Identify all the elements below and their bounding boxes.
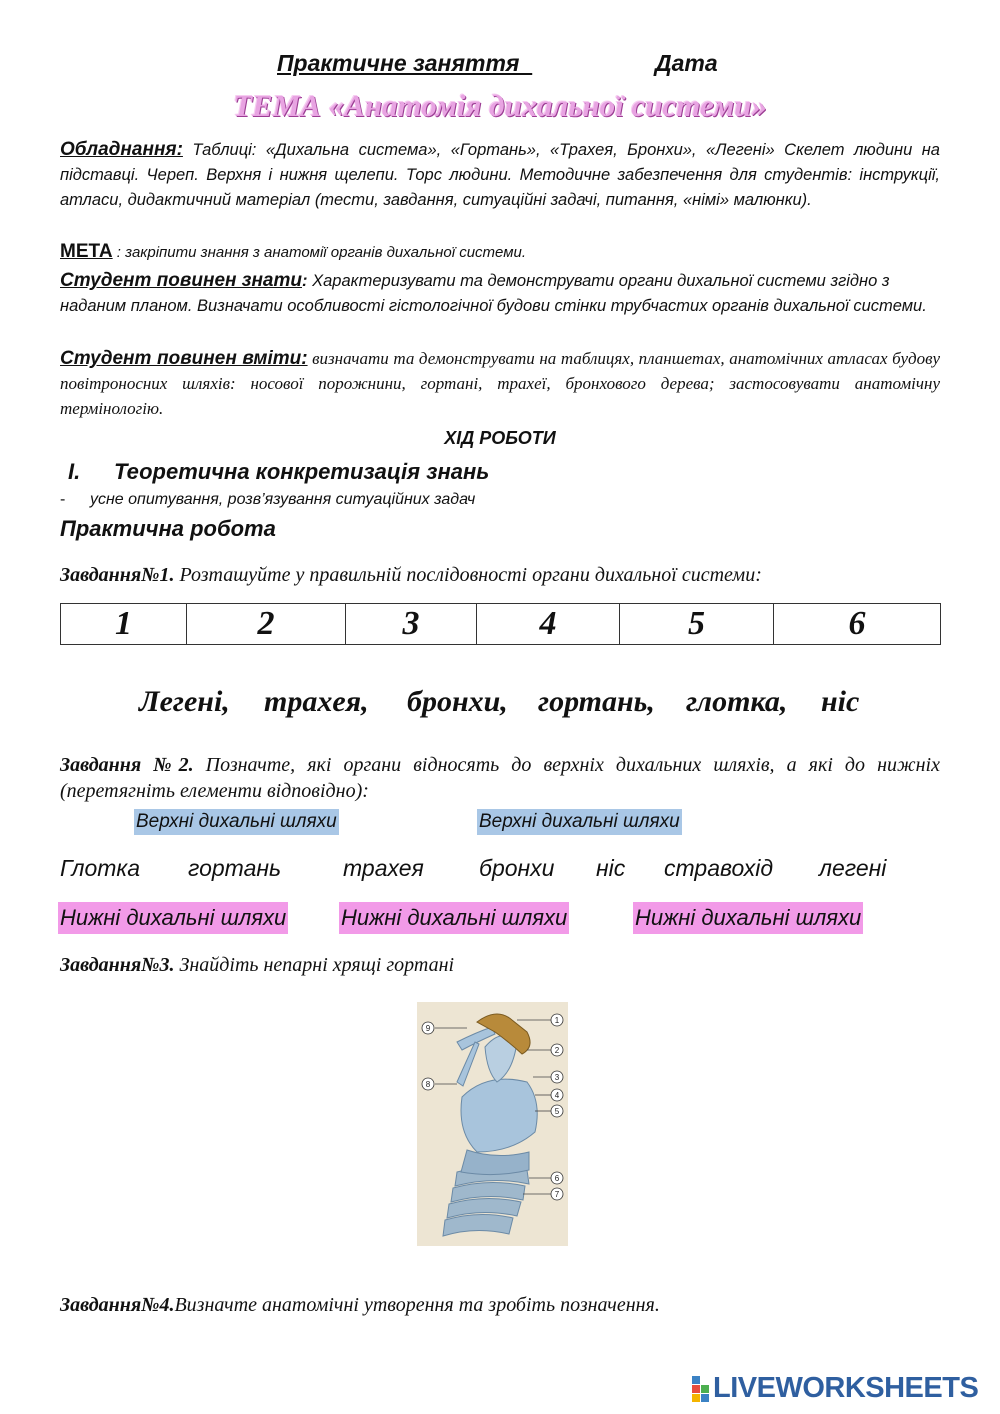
organ-word[interactable]: Легені, xyxy=(139,685,230,718)
equipment-label: Обладнання: xyxy=(60,139,183,160)
drag-word[interactable]: легені xyxy=(819,855,887,881)
larynx-label: 2 xyxy=(554,1046,560,1055)
upper-airways-box[interactable]: Верхні дихальні шляхи xyxy=(134,809,339,835)
lower-airways-box[interactable]: Нижні дихальні шляхи xyxy=(339,902,569,934)
bullet-text: усне опитування, розв’язування ситуаційних задач xyxy=(90,491,476,508)
larynx-image xyxy=(417,1002,568,1246)
section1-number: I. xyxy=(68,459,81,484)
sequence-cell[interactable]: 5 xyxy=(620,604,774,645)
goal-paragraph xyxy=(60,239,940,265)
must-do-text: визначати та демонструвати на таблицях, планшетах, анатомічних атласах будову повітроносних шляхів: носової порожнини, гортані, трахеї, бронхового дерева; застосовувати анатомічну термінологію. xyxy=(60,349,940,418)
sequence-cell[interactable]: 1 xyxy=(61,604,187,645)
sequence-cell[interactable]: 4 xyxy=(477,604,620,645)
topic-title: ТЕМА «Анатомія дихальної системи» xyxy=(233,88,767,123)
organ-word[interactable]: ніс xyxy=(821,685,860,718)
larynx-label: 7 xyxy=(554,1190,560,1199)
task4-text: Визначте анатомічні утворення та зробіть позначення. xyxy=(174,1294,660,1316)
task1-heading xyxy=(60,564,762,587)
task2-heading xyxy=(60,752,940,804)
drag-word[interactable]: ніс xyxy=(596,855,626,881)
larynx-label: 9 xyxy=(425,1024,431,1033)
upper-airways-box[interactable]: Верхні дихальні шляхи xyxy=(477,809,682,835)
lower-airways-box[interactable]: Нижні дихальні шляхи xyxy=(633,902,863,934)
sequence-cell[interactable]: 6 xyxy=(774,604,941,645)
must-know-paragraph xyxy=(60,268,940,319)
lesson-title: Практичне заняття xyxy=(277,50,533,76)
sequence-cell[interactable]: 3 xyxy=(346,604,477,645)
larynx-label: 3 xyxy=(554,1073,560,1082)
task2-text: Позначте, які органи відносять до верхніх дихальних шляхів, а які до нижніх (перетягніть елементи відповідно): xyxy=(60,754,940,802)
larynx-label: 5 xyxy=(554,1107,560,1116)
must-know-label: Студент повинен знати xyxy=(60,270,302,291)
larynx-label: 8 xyxy=(425,1080,431,1089)
larynx-illustration xyxy=(417,1002,568,1246)
date-label: Дата xyxy=(655,50,718,76)
sequence-table xyxy=(60,603,941,645)
organ-word[interactable]: бронхи, xyxy=(407,685,508,718)
must-know-colon: : xyxy=(302,272,308,290)
task4-heading xyxy=(60,1294,660,1317)
must-do-label: Студент повинен вміти: xyxy=(60,348,308,369)
practical-title: Практична робота xyxy=(60,516,276,541)
must-do-paragraph xyxy=(60,346,940,421)
liveworksheets-logo: LIVEWORKSHEETS xyxy=(713,1372,979,1404)
sequence-cell[interactable]: 2 xyxy=(187,604,346,645)
task1-label: Завдання№1. xyxy=(60,564,175,586)
drag-word[interactable]: трахея xyxy=(343,855,424,881)
goal-label: МЕТА xyxy=(60,241,113,262)
larynx-label: 1 xyxy=(554,1016,560,1025)
bullet-dash: - xyxy=(60,491,66,508)
task1-text: Розташуйте у правильній послідовності органи дихальної системи: xyxy=(174,564,762,586)
drag-word[interactable]: стравохід xyxy=(664,855,774,881)
lower-airways-box[interactable]: Нижні дихальні шляхи xyxy=(58,902,288,934)
goal-text: : закріпити знання з анатомії органів дихальної системи. xyxy=(112,244,526,261)
drag-word[interactable]: бронхи xyxy=(479,855,555,881)
organ-word[interactable]: глотка, xyxy=(686,685,788,718)
liveworksheets-logo-icon xyxy=(692,1376,710,1402)
task3-label: Завдання№3. xyxy=(60,954,175,976)
equipment-paragraph xyxy=(60,137,940,213)
task3-text: Знайдіть непарні хрящі гортані xyxy=(174,954,455,976)
task3-heading xyxy=(60,954,454,977)
drag-word[interactable]: гортань xyxy=(188,855,282,881)
larynx-label: 6 xyxy=(554,1174,560,1183)
equipment-text: Таблиці: «Дихальна система», «Гортань», «Трахея, Бронхи», «Легені» Скелет людини на підставці. Череп. Верхня і нижня щелепи. Торс людини. Методичне забезпечення для студентів: інструкції, атласи, дидактичний матеріал (тести, завдання, ситуаційні задачі, питання, «німі» малюнки). xyxy=(60,141,940,209)
organ-word[interactable]: гортань, xyxy=(538,685,655,718)
drag-word[interactable]: Глотка xyxy=(60,855,141,881)
section1-title: Теоретична конкретизація знань xyxy=(114,459,490,484)
progress-title: ХІД РОБОТИ xyxy=(444,428,556,448)
task2-label: Завдання №2. xyxy=(60,754,194,776)
organ-word[interactable]: трахея, xyxy=(264,685,369,718)
task4-label: Завдання№4. xyxy=(60,1294,175,1316)
must-know-text: Характеризувати та демонструвати органи дихальної системи згідно з наданим планом. Визначати особливості гістологічної будови стінки трубчастих органів дихальної системи. xyxy=(60,272,927,315)
larynx-label: 4 xyxy=(554,1091,560,1100)
